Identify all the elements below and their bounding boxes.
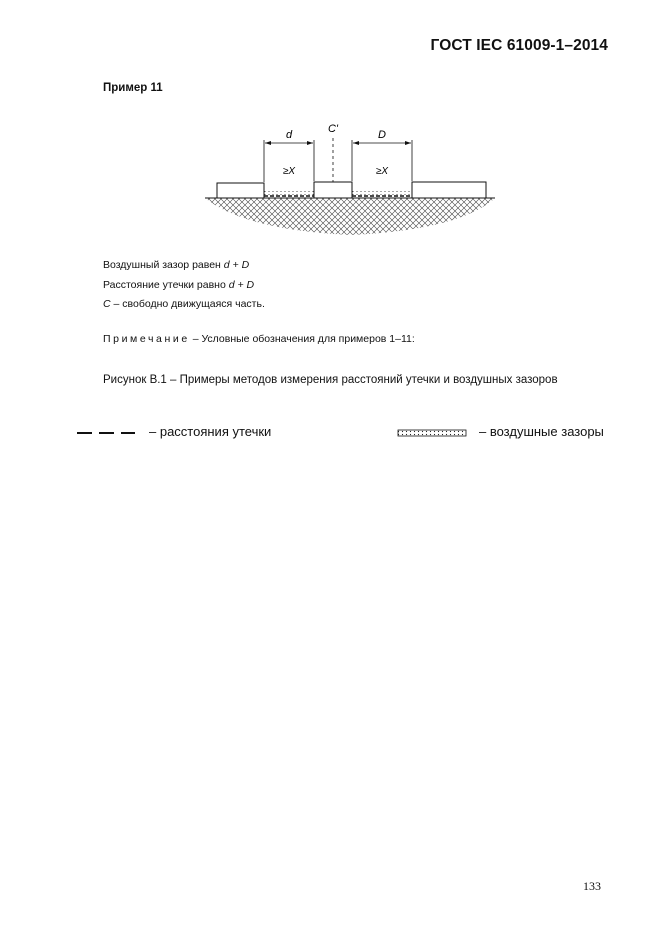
ground-hatched [205, 198, 495, 235]
legend-clearance-label: – воздушные зазоры [479, 424, 604, 439]
movable-part-line [103, 298, 265, 310]
document-header: ГОСТ IEC 61009-1–2014 [430, 37, 608, 54]
note [103, 333, 415, 345]
legend-creepage-label: – расстояния утечки [149, 424, 272, 439]
airgap-formula: d + D [223, 259, 250, 271]
dotted-box-icon [397, 424, 469, 442]
note-label: Примечание [103, 333, 190, 345]
movable-part [314, 182, 352, 198]
creepage-prefix: Расстояние утечки равно [103, 279, 229, 291]
right-gap-clearance [352, 191, 412, 195]
figure-caption: Рисунок В.1 – Примеры методов измерения расстояний утечки и воздушных зазоров [103, 374, 558, 386]
movable-rest: – свободно движущаяся часть. [110, 298, 265, 310]
airgap-line [103, 259, 249, 271]
movable-symbol: C [103, 298, 111, 310]
airgap-prefix: Воздушный зазор равен [103, 259, 224, 271]
label-c: C' [327, 123, 339, 135]
example-11-figure [200, 118, 500, 243]
note-text: – Условные обозначения для примеров 1–11: [189, 333, 415, 345]
left-gap-clearance [264, 191, 314, 195]
creepage-line [103, 279, 254, 291]
example-title: Пример 11 [103, 82, 163, 94]
page-number: 133 [583, 879, 601, 893]
creepage-formula: d + D [228, 279, 255, 291]
legend-clearance [397, 424, 617, 442]
dashed-line-icon [75, 424, 140, 442]
label-D: D [378, 129, 386, 141]
label-x-right: ≥X [375, 166, 389, 177]
legend-creepage [75, 424, 295, 442]
label-d: d [285, 129, 293, 141]
right-part [412, 182, 486, 198]
left-part [217, 183, 264, 198]
label-x-left: ≥X [282, 166, 296, 177]
